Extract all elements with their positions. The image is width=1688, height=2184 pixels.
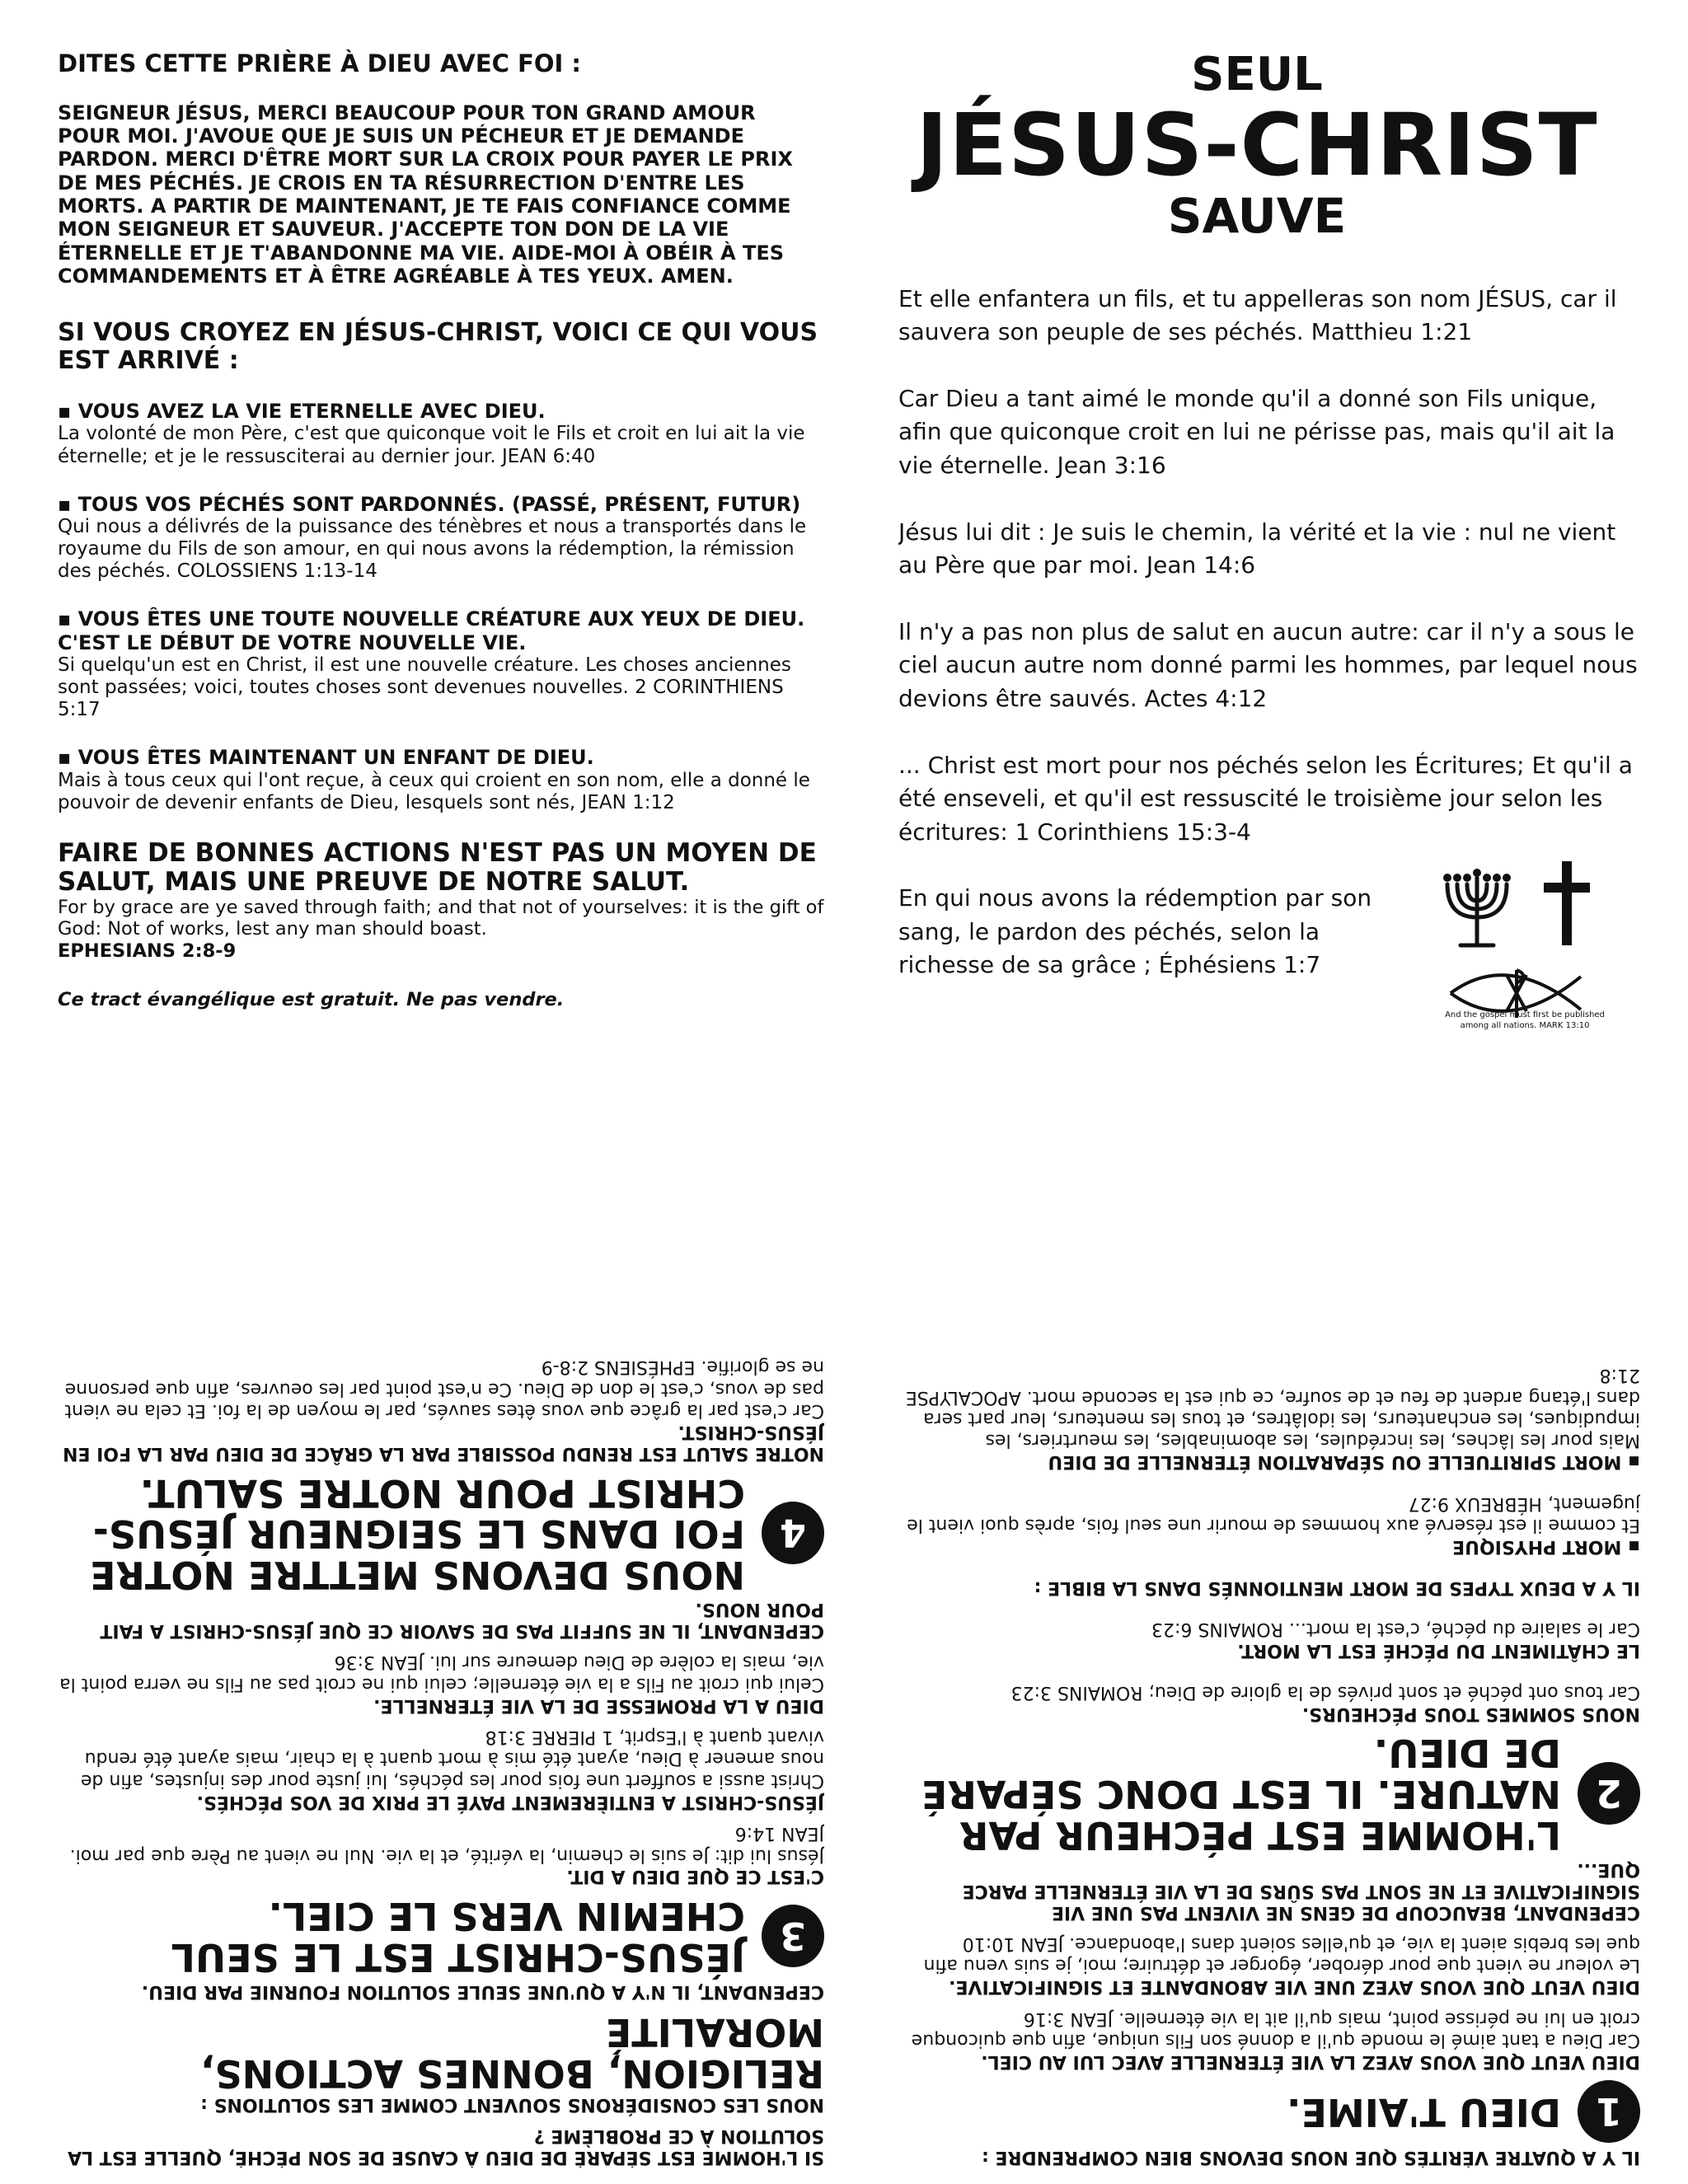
christian-symbols xyxy=(1434,853,1615,1030)
sub-heading: DIEU VEUT QUE VOUS AYEZ UNE VIE ABONDANTE ET SIGNIFICATIVE. xyxy=(949,1976,1640,1998)
number-badge: 2 xyxy=(1578,1762,1640,1825)
item-body: Mais à tous ceux qui l'ont reçue, à ceux qui croient en son nom, elle a donné le pouvoir de devenir enfants de Dieu, lesquels sont nés, JEAN 1:12 xyxy=(58,769,810,813)
sub-heading: NOUS SOMMES TOUS PÉCHEURS. xyxy=(1301,1703,1640,1724)
title-line-sauve: SAUVE xyxy=(1167,187,1347,244)
verse: Mais pour les lâches, les incrédules, les abominables, les meurtriers, les impudiques, les enchanteurs, les idolâtres, et tous les menteurs, leur part sera dans l'étang ardent de feu et de soufre, ce qui est la seconde mort. APOCALYPSE 21:8 xyxy=(905,1365,1640,1451)
item-body: La volonté de mon Père, c'est que quiconque voit le Fils et croit en lui ait la vie éternelle; et je le ressusciterai au dernier jour. JEAN 6:40 xyxy=(58,423,805,467)
list-item xyxy=(58,746,824,814)
works-heading: FAIRE DE BONNES ACTIONS N'EST PAS UN MOYEN DE SALUT, MAIS UNE PREUVE DE NOTRE SALUT. xyxy=(58,837,817,897)
verse: Le voleur ne vient que pour dérober, égorger et détruire; moi, je suis venu afin que les brebis aient la vie, et qu'elles soient dans l'abondance. JEAN 10:10 xyxy=(923,1933,1640,1976)
ephesians-text: For by grace are ye saved through faith; and that not of yourselves: it is the gift of God: Not of works, lest any man should boast. xyxy=(58,896,824,940)
free-note: Ce tract évangélique est gratuit. Ne pas vendre. xyxy=(58,989,565,1011)
verse: Celui qui croit au Fils a la vie éternelle; celui qui ne croit pas au Fils ne verra point la vie, mais la colère de Dieu demeure sur lui. JEAN 3:36 xyxy=(59,1652,824,1694)
sub-heading: NOUS LES CONSIDÉRONS SOUVENT COMME LES SOLUTIONS : xyxy=(200,2094,824,2116)
verse: Car c'est par la grâce que vous êtes sauvés, par le moyen de la foi. Et cela ne vient pas de vous, c'est le don de Dieu. Ce n'est point par les oeuvres, afin que personne ne se glorifie. EPHÉSIENS 2:8-9 xyxy=(64,1357,824,1422)
sub-heading: JÉSUS-CHRIST A ENTIÈREMENT PAYÉ LE PRIX DE VOS PÉCHÉS. xyxy=(196,1791,824,1812)
verse: Car le salaire du péché, c'est la mort... ROMAINS 6:23 xyxy=(1151,1619,1640,1640)
cross-icon xyxy=(1544,861,1590,945)
verse: Christ aussi a souffert une fois pour les péchés, lui juste pour des injustes, afin de nous amener à Dieu, ayant été mis à mort quant à la chair, mais ayant été rendu vivant quant à l'Esprit, 1 PIERRE 3:18 xyxy=(80,1727,824,1791)
believe-heading: SI VOUS CROYEZ EN JÉSUS-CHRIST, VOICI CE QUI VOUS EST ARRIVÉ : xyxy=(58,318,818,376)
number-badge: 1 xyxy=(1578,2080,1640,2143)
verse: Et elle enfantera un fils, et tu appelleras son nom JÉSUS, car il sauvera son peuple de ses péchés. Matthieu 1:21 xyxy=(898,284,1617,346)
verse: Et comme il est réservé aux hommes de mourir une seul fois, après quoi vient le jugement, HÉBREUX 9:27 xyxy=(907,1493,1640,1536)
four-truths-panel-a xyxy=(898,1146,1640,2168)
however-text: CEPENDANT, BEAUCOUP DE GENS NE VIVENT PAS UNE VIE SIGNIFICATIVE ET NE SONT PAS SÛRS DE LA VIE ÉTERNELLE PARCE QUE... xyxy=(962,1858,1640,1923)
title-line-seul: SEUL xyxy=(1191,49,1323,101)
verse: Car Dieu a tant aimé le monde qu'il a donné son Fils unique, afin que quiconque croit en lui ne périsse pas, mais qu'il ait la vie éternelle. Jean 3:16 xyxy=(898,384,1615,479)
item-body: Qui nous a délivrés de la puissance des ténèbres et nous a transportés dans le royaume du Fils de son amour, en qui nous avons la rédemption, la rémission des péchés. COLOSSIENS 1:13-14 xyxy=(58,515,807,583)
intro-text: SI L'HOMME EST SÉPARÉ DE DIEU À CAUSE DE SON PÉCHÉ, QUELLE EST LA SOLUTION À CE PROBLÈME ? xyxy=(68,2125,824,2168)
ephesians-ref: EPHESIANS 2:8-9 xyxy=(58,940,237,963)
section-title: DIEU T'AIME. xyxy=(1287,2089,1561,2135)
intro-text: IL Y A QUATRE VÉRITÉS QUE NOUS DEVONS BIEN COMPRENDRE : xyxy=(982,2147,1640,2168)
menorah-icon xyxy=(1443,869,1511,945)
item-title: ▪ TOUS VOS PÉCHÉS SONT PARDONNÉS. (PASSÉ, PRÉSENT, FUTUR) xyxy=(58,492,801,516)
verse: En qui nous avons la rédemption par son sang, le pardon des péchés, selon la richesse de sa grâce ; Éphésiens 1:7 xyxy=(898,884,1372,979)
mark-tagline: And the gospel must first be published among all nations. MARK 13:10 xyxy=(1445,1010,1605,1030)
prayer-heading: DITES CETTE PRIÈRE À DIEU AVEC FOI : xyxy=(58,49,581,77)
sub-heading: ▪ MORT SPIRITUELLE OU SÉPARATION ÉTERNELLE DE DIEU xyxy=(1048,1451,1640,1473)
number-badge: 3 xyxy=(762,1905,824,1967)
item-title: ▪ VOUS ÊTES UNE TOUTE NOUVELLE CRÉATURE AUX YEUX DE DIEU. C'EST LE DÉBUT DE VOTRE NOUVELLE VIE. xyxy=(58,607,805,654)
sub-heading: NOTRE SALUT EST RENDU POSSIBLE PAR LA GRÂCE DE DIEU PAR LA FOI EN JÉSUS-CHRIST. xyxy=(63,1422,824,1464)
item-title: ▪ VOUS AVEZ LA VIE ETERNELLE AVEC DIEU. xyxy=(58,400,546,424)
list-item xyxy=(58,607,824,721)
verse: ... Christ est mort pour nos péchés selon les Écritures; Et qu'il a été enseveli, et qu'il est ressuscité le troisième jour selon les écritures: 1 Corinthiens 15:3-4 xyxy=(898,751,1633,846)
verse: Jésus lui dit: Je suis le chemin, la vérité, et la vie. Nul ne vient au Père que par moi. JEAN 14:6 xyxy=(69,1823,824,1866)
verse: Il n'y a pas non plus de salut en aucun autre: car il n'y a sous le ciel aucun autre nom donné parmi les hommes, par lequel nous devions être sauvés. Actes 4:12 xyxy=(898,617,1638,712)
section-title: JÉSUS-CHRIST EST LE SEUL CHEMIN VERS LE CIEL. xyxy=(171,1894,745,1980)
however-text: CEPENDANT, IL NE SUFFIT PAS DE SAVOIR CE QUE JÉSUS-CHRIST A FAIT POUR NOUS. xyxy=(100,1598,824,1641)
prayer-text: SEIGNEUR JÉSUS, MERCI BEAUCOUP POUR TON GRAND AMOUR POUR MOI. J'AVOUE QUE JE SUIS UN PÉCHEUR ET JE DEMANDE PARDON. MERCI D'ÊTRE MORT SUR LA CROIX POUR PAYER LE PRIX DE MES PÉCHÉS. JE CROIS EN TA RÉSURRECTION D'ENTRE LES MORTS. A PARTIR DE MAINTENANT, JE TE FAIS CONFIANCE COMME MON SEIGNEUR ET SAUVEUR. J'ACCEPTE TON DON DE LA VIE ÉTERNELLE ET JE T'ABANDONNE MA VIE. AIDE-MOI À OBÉIR À TES COMMANDEMENTS ET À ÊTRE AGRÉABLE À TES YEUX. AMEN. xyxy=(58,101,793,288)
list-item xyxy=(58,400,824,468)
section-heading xyxy=(58,1894,824,1980)
section-title: NOUS DEVONS METTRE NOTRE FOI DANS LE SEIGNEUR JÉSUS-CHRIST POUR NOTRE SALUT. xyxy=(90,1470,745,1597)
number-badge: 4 xyxy=(762,1502,824,1565)
sub-heading: LE CHÂTIMENT DU PÉCHÉ EST LA MORT. xyxy=(1237,1640,1640,1661)
prayer-panel xyxy=(58,49,824,1055)
section-heading xyxy=(898,1731,1640,1858)
item-title: ▪ VOUS ÊTES MAINTENANT UN ENFANT DE DIEU. xyxy=(58,746,594,770)
section-heading xyxy=(58,1472,824,1595)
sub-heading: IL Y A DEUX TYPES DE MORT MENTIONNÉS DANS LA BIBLE : xyxy=(1034,1577,1640,1599)
title-line-jesus-christ: JÉSUS-CHRIST xyxy=(916,94,1598,195)
verse: Car Dieu a tant aimé le monde qu'il a donné son Fils unique, afin que quiconque croit en lui ne périsse point, mais qu'il ait la vie éternelle. JEAN 3:16 xyxy=(911,2008,1640,2051)
section-title: L'HOMME EST PÉCHEUR PAR NATURE. IL EST DONC SÉPARÉ DE DIEU. xyxy=(921,1731,1561,1858)
section-heading xyxy=(898,2080,1640,2143)
verse: Car tous ont péché et sont privés de la gloire de Dieu; ROMAINS 3:23 xyxy=(1010,1681,1640,1703)
however-text: CEPENDANT, IL N'Y A QU'UNE SEULE SOLUTION FOURNIE PAR DIEU. xyxy=(141,1980,824,2002)
sub-heading: DIEU A LA PROMESSE DE LA VIE ÉTERNELLE. xyxy=(373,1694,824,1716)
item-body: Si quelqu'un est en Christ, il est une nouvelle créature. Les choses anciennes sont passées; voici, toutes choses sont devenues nouvelles. 2 CORINTHIENS 5:17 xyxy=(58,654,791,721)
sub-heading: DIEU VEUT QUE VOUS AYEZ LA VIE ÉTERNELLE AVEC LUI AU CIEL. xyxy=(981,2051,1640,2073)
list-item xyxy=(58,493,824,583)
sub-heading: ▪ MORT PHYSIQUE xyxy=(1452,1536,1640,1558)
four-truths-panel-b xyxy=(58,1146,824,2168)
false-solutions: RELIGION, BONNES ACTIONS, MORALITÉ xyxy=(199,2010,824,2097)
title-panel xyxy=(898,49,1640,1055)
verse: Jésus lui dit : Je suis le chemin, la vérité et la vie : nul ne vient au Père que par moi. Jean 14:6 xyxy=(898,518,1616,579)
sub-heading: C'EST CE QUE DIEU A DIT. xyxy=(566,1866,824,1887)
